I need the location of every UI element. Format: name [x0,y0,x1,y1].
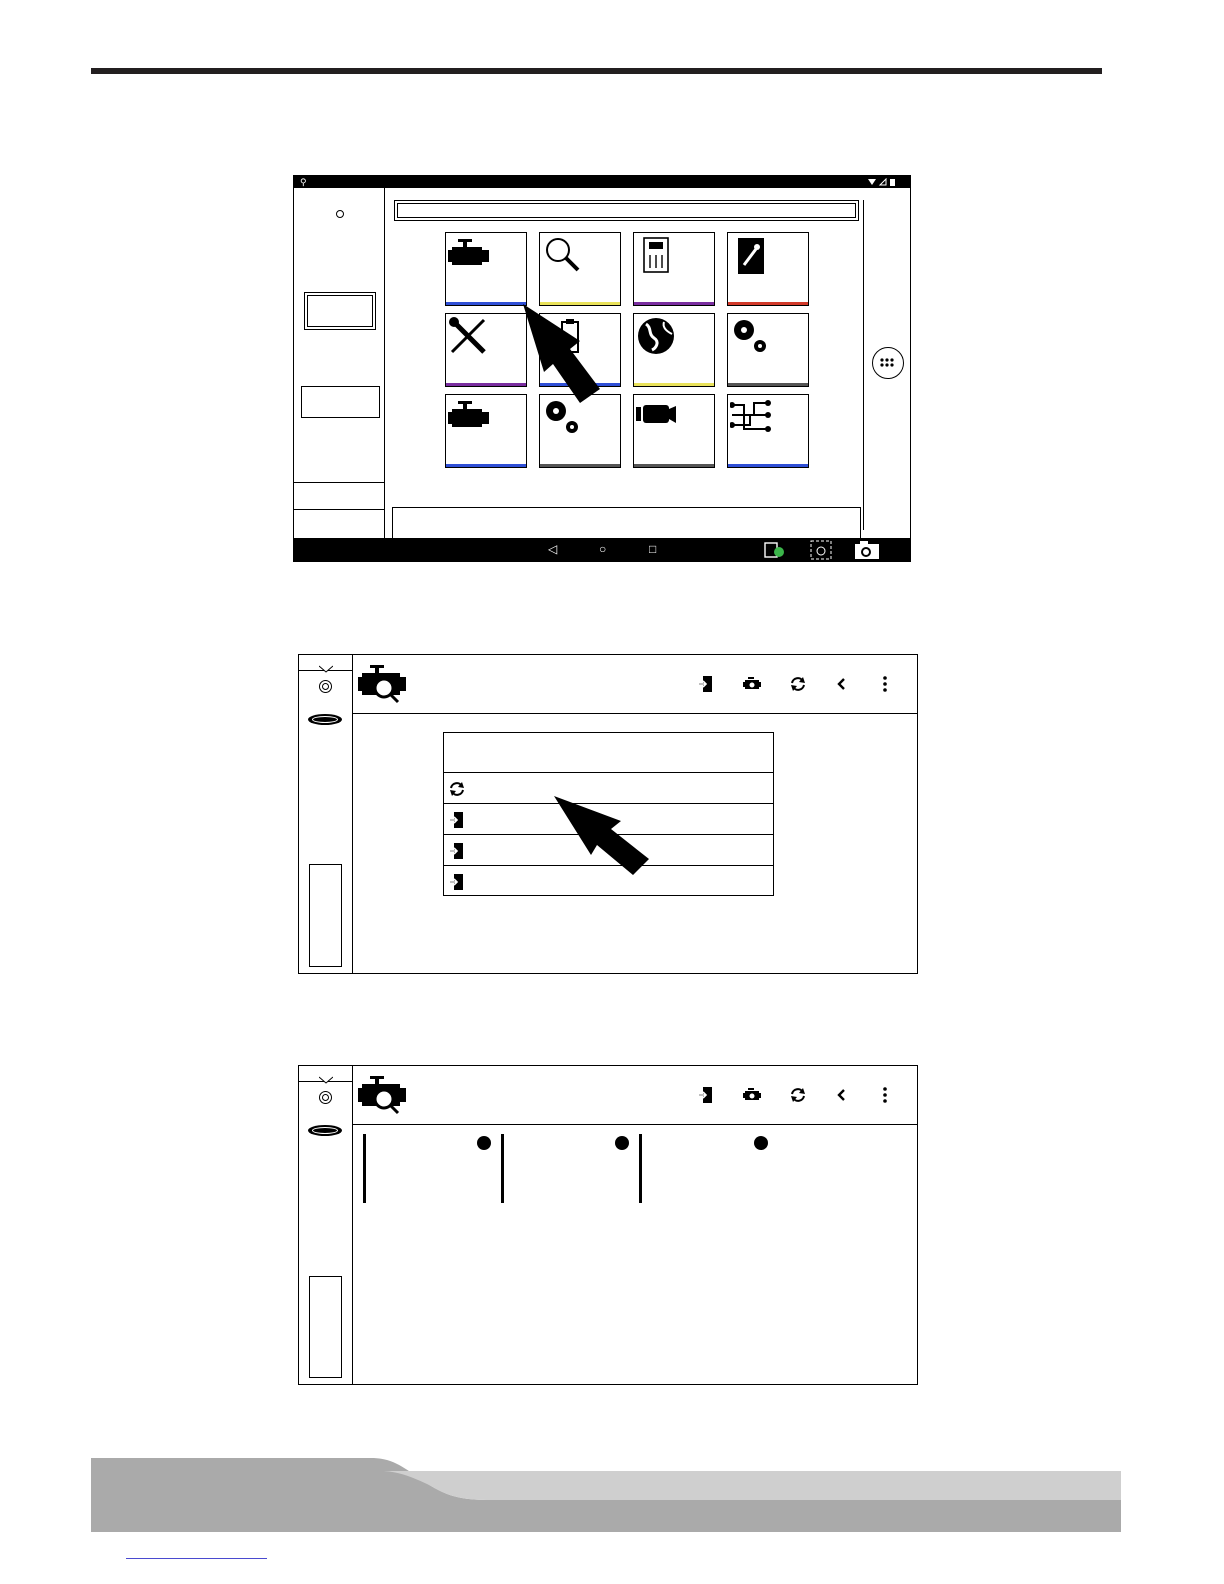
gears-icon [730,316,772,358]
signal-icon [880,179,886,185]
callout-dot [615,1136,629,1150]
app-tile[interactable] [633,394,715,468]
divider [863,200,864,530]
status-icons [866,178,906,186]
screenshot-region-button[interactable] [810,540,832,560]
login-button[interactable] [697,675,715,693]
pointer-arrow [551,793,653,879]
tile-accent [728,383,808,386]
tablet-home-screenshot [293,175,911,562]
footer-band [91,1458,1121,1532]
diagnostics-menu-screenshot [298,654,918,974]
more-button[interactable] [876,1086,894,1104]
tile-accent [634,464,714,467]
battery-icon [890,179,895,186]
circuit-icon [730,397,772,439]
login-button[interactable] [697,1086,715,1104]
engine-icon [448,235,490,277]
engine-icon [448,397,490,439]
more-button[interactable] [876,675,894,693]
tile-accent [446,464,526,467]
sidebar-box[interactable] [301,386,380,418]
brand-logo [308,714,342,725]
engine-button[interactable] [743,1086,761,1104]
sidebar-frame-outer[interactable] [304,292,376,330]
app-tile[interactable] [727,313,809,387]
connect-button[interactable] [764,541,786,559]
tile-accent [728,464,808,467]
refresh-icon [448,780,466,798]
status-ring-icon [319,1091,332,1104]
app-tile[interactable] [727,394,809,468]
refresh-button[interactable] [789,1086,807,1104]
app-grid [445,232,811,472]
apps-grid-icon [873,348,903,378]
tile-accent [634,383,714,386]
tile-accent [634,302,714,305]
left-sidebar [299,1066,353,1384]
login-icon [448,873,466,891]
tile-accent [540,464,620,467]
home-nav-button[interactable]: ○ [599,542,607,556]
tile-accent [446,302,526,305]
magnifier-icon [542,235,584,277]
divider [294,482,384,483]
engine-search-icon [358,1074,410,1116]
tile-accent [728,302,808,305]
info-box [392,507,861,539]
app-tile[interactable] [445,232,527,306]
manual-wrench-icon [730,235,772,277]
sidebar-box[interactable] [309,864,342,967]
footer-link-underline[interactable] [126,1558,267,1559]
recent-nav-button[interactable]: □ [649,542,657,556]
indicator-dot [336,210,344,218]
login-icon [448,842,466,860]
search-bar[interactable] [394,200,859,221]
app-tile[interactable] [445,394,527,468]
camera-button[interactable] [854,540,880,560]
back-chevron-button[interactable] [833,1086,851,1104]
app-tile[interactable] [539,232,621,306]
app-tile[interactable] [633,232,715,306]
diagnostics-columns-screenshot [298,1065,918,1385]
refresh-button[interactable] [789,675,807,693]
column-divider [501,1134,504,1203]
login-icon [448,811,466,829]
column-divider [639,1134,642,1203]
callout-dot [477,1136,491,1150]
header-rule [91,68,1102,74]
navigation-bar [294,538,910,561]
toolbar [352,655,917,714]
callout-dot [754,1136,768,1150]
wifi-icon [868,179,876,185]
toolbar [352,1066,917,1125]
engine-search-icon [358,663,410,705]
search-input[interactable] [397,203,856,218]
left-sidebar [299,655,353,973]
vehicle-settings-icon [636,235,678,277]
sidebar-button[interactable] [307,295,373,327]
tools-icon [448,316,490,358]
divider [294,509,384,510]
column-divider [363,1134,366,1203]
status-bar [294,176,910,188]
tab-notch-icon [319,665,333,673]
engine-button[interactable] [743,675,761,693]
left-sidebar [294,188,385,538]
globe-icon [636,316,678,358]
status-ring-icon [319,680,332,693]
camera-icon [636,397,678,439]
back-nav-button[interactable]: ◁ [548,542,558,556]
app-tile[interactable] [445,313,527,387]
back-chevron-button[interactable] [833,675,851,693]
tile-accent [446,383,526,386]
apps-button[interactable] [872,347,904,379]
sidebar-box[interactable] [309,1276,342,1378]
brand-logo [308,1125,342,1136]
pointer-arrow [520,301,602,405]
usb-icon: ⚲ [300,177,307,187]
app-tile[interactable] [539,394,621,468]
app-tile[interactable] [727,232,809,306]
app-tile[interactable] [633,313,715,387]
tab-notch-icon [319,1076,333,1084]
